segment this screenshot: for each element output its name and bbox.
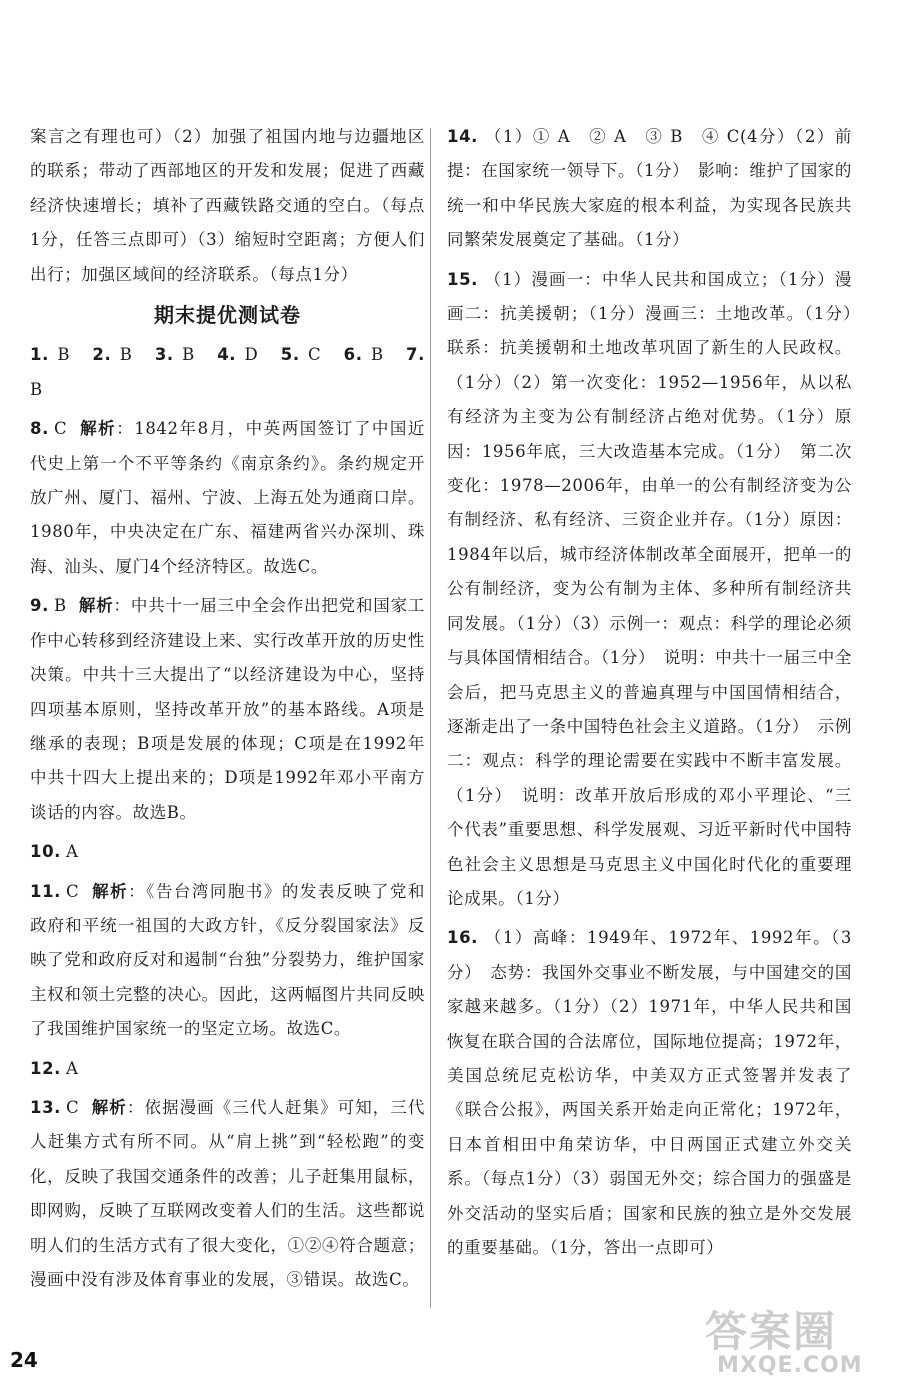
mcq-item: 5. C	[280, 345, 322, 365]
mcq-answers	[30, 338, 425, 407]
answer-item-15: 15. （1）漫画一：中华人民共和国成立；（1分）漫画二：抗美援朝；（1分）漫画三：土地改革。（1分） 联系：抗美援朝和土地改革巩固了新生的人民政权。（1分）（2）第一次变化：1952—1956年，从以私有经济为主变为公有制经济占绝对优势。（1分）原因：1956年底，三大改造基本完成。（1分） 第二次变化：1978—2006年，由单一的公有制经济变为公有制经济、私有经济、三资企业并存。（1分）原因：1984年以后，城市经济体制改革全面展开，把单一的公有制经济，变为公有制为主体、多种所有制经济共同发展。（1分）（3）示例一：观点：科学的理论必须与具体国情相结合。（1分） 说明：中共十一届三中全会后，把马克思主义的普遍真理与中国国情相结合，逐渐走出了一条中国特色社会主义道路。（1分） 示例二：观点：科学的理论需要在实践中不断丰富发展。（1分） 说明：改革开放后形成的邓小平理论、“三个代表”重要思想、科学发展观、习近平新时代中国特色社会主义思想是马克思主义中国化时代化的重要理论成果。（1分）	[447, 269, 870, 908]
answer-item-16: 16. （1）高峰：1949年、1972年、1992年。（3分） 态势：我国外交事业不断发展，与中国建交的国家越来越多。（1分）（2）1971年，中华人民共和国恢复在联合国的合法席位，国际地位提高；1972年，美国总统尼克松访华，中美双方正式签署并发表了《联合公报》，两国关系开始走向正常化；1972年，日本首相田中角荣访华，中日两国正式建立外交关系。（每点1分）（3）弱国无外交；综合国力的强盛是外交活动的坚实后盾；国家和民族的独立是外交发展的重要基础。（1分，答出一点即可）	[447, 928, 852, 1257]
mcq-item: 7. B	[30, 345, 425, 399]
watermark-title: 答案圈	[705, 1307, 838, 1356]
answer-item-11: 11. C 解析：《告台湾同胞书》的发表反映了党和政府和平统一祖国的大政方针，《反分裂国家法》反映了党和政府反对和遏制“台独”分裂势力，维护国家主权和领土完整的决心。因此，这两幅图片共同反映了我国维护国家统一的坚定立场。故选C。	[30, 881, 426, 1039]
page-number: 24	[10, 1348, 38, 1372]
mcq-item: 3. B	[154, 345, 195, 365]
mcq-item: 6. B	[343, 345, 384, 365]
answer-item-9: 9. B 解析：中共十一届三中全会作出把党和国家工作中心转移到经济建设上来、实行改革开放的历史性决策。中共十三大提出了“以经济建设为中心，坚持四项基本原则，坚持改革开放”的基本路线。A项是继承的表现；B项是发展的体现；C项是在1992年中共十四大上提出来的；D项是1992年邓小平南方谈话的内容。故选B。	[30, 596, 425, 822]
mcq-item: 4. D	[217, 345, 259, 365]
column-divider	[430, 128, 431, 1308]
answer-item-14: 14. （1）① A ② A ③ B ④ C(4分）（2）前提：在国家统一领导下。（1分） 影响：维护了国家的统一和中华民族大家庭的根本利益，为实现各民族共同繁荣发展奠定了基础。（1分）	[447, 127, 852, 250]
mcq-item: 1. B	[30, 345, 71, 365]
left-column	[30, 120, 425, 1297]
answer-item-12: 12. A	[30, 1058, 79, 1078]
answer-item-13: 13. C 解析：依据漫画《三代人赶集》可知，三代人赶集方式有所不同。从“肩上挑”到“轻松跑”的变化，反映了我国交通条件的改善；儿子赶集用鼠标，即网购，反映了互联网改变着人们的生活。这些都说明人们的生活方式有了很大变化，①②④符合题意；漫画中没有涉及体育事业的发展，③错误。故选C。	[30, 1097, 426, 1289]
right-column	[447, 120, 870, 1265]
section-title: 期末提优测试卷	[154, 303, 301, 328]
intro-paragraph: 案言之有理也可）（2）加强了祖国内地与边疆地区的联系；带动了西部地区的开发和发展；促进了西藏经济快速增长；填补了西藏铁路交通的空白。（每点1分，任答三点即可）（3）缩短时空距离；方便人们出行；加强区域间的经济联系。（每点1分）	[30, 127, 425, 284]
answer-item-8: 8. C 解析：1842年8月，中英两国签订了中国近代史上第一个不平等条约《南京条约》。条约规定开放广州、厦门、福州、宁波、上海五处为通商口岸。1980年，中央决定在广东、福建两省兴办深圳、珠海、汕头、厦门4个经济特区。故选C。	[30, 419, 426, 576]
watermark-url: MXQE.COM	[717, 1353, 863, 1378]
watermark-logo	[705, 1307, 890, 1385]
mcq-item: 2. B	[92, 345, 133, 365]
answer-item-10: 10. A	[30, 842, 79, 862]
